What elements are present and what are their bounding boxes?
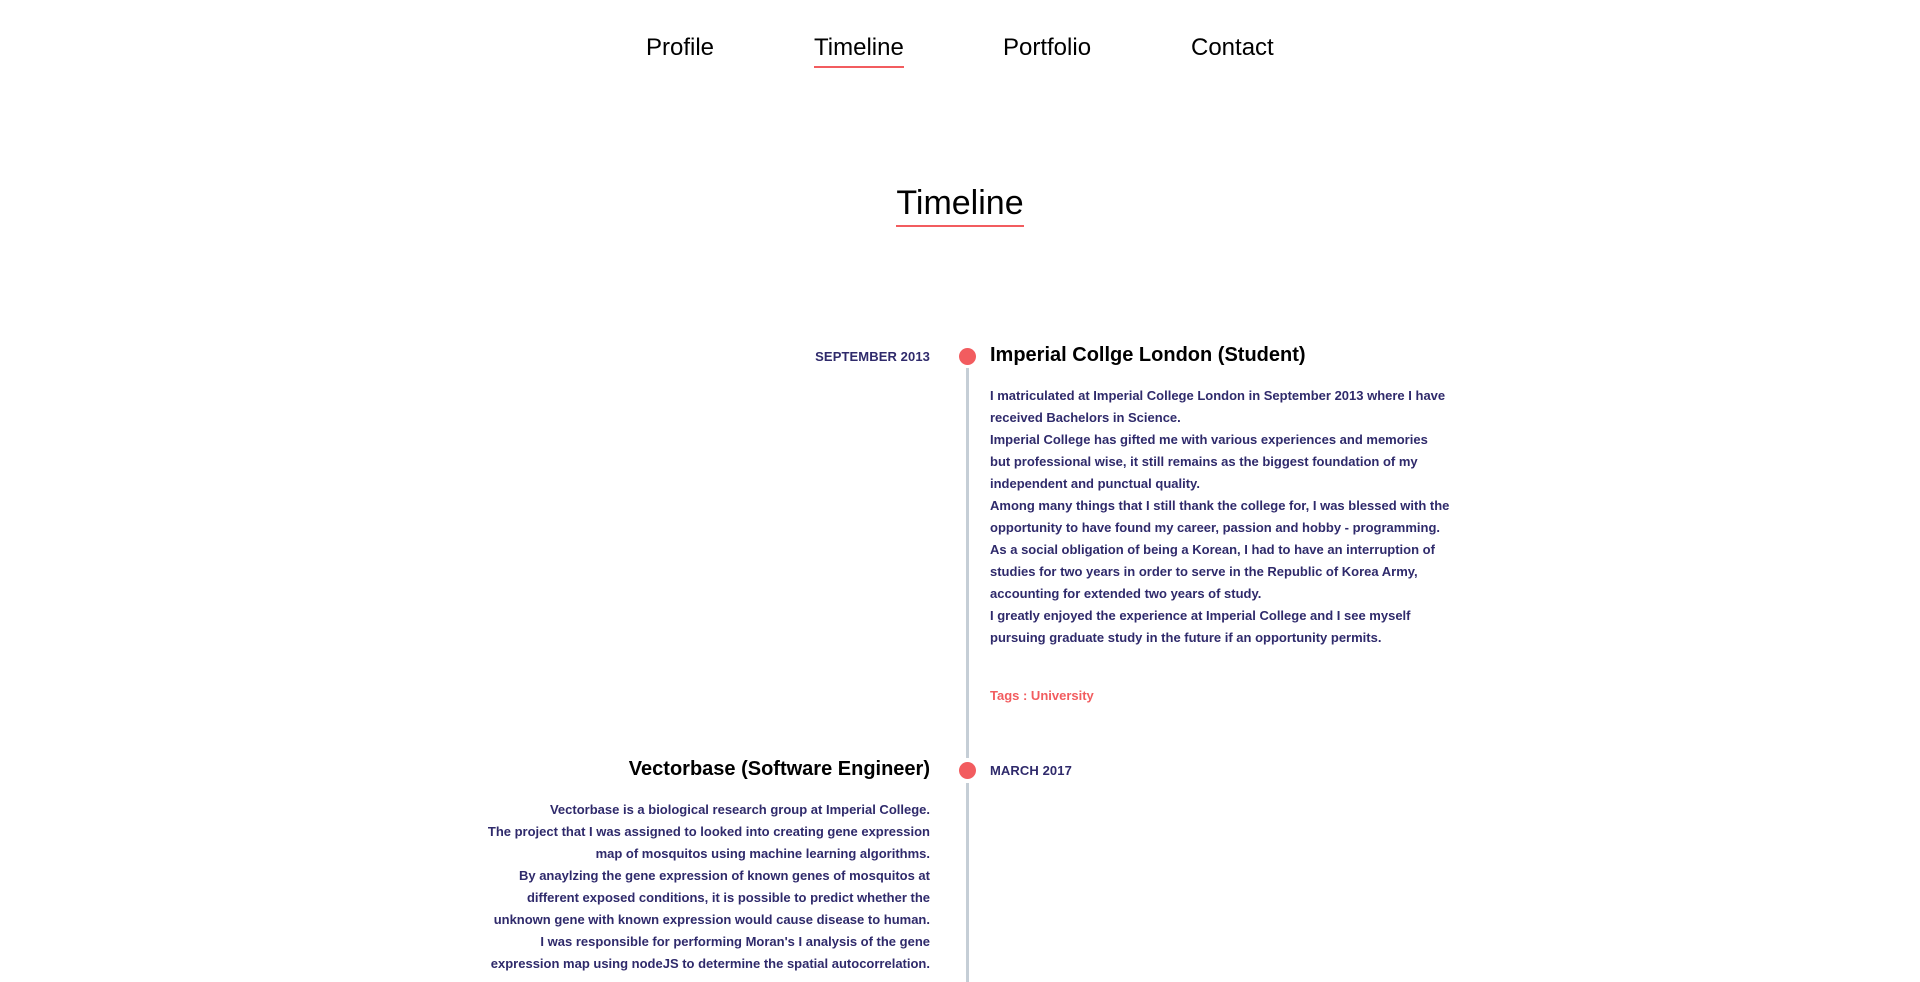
timeline-line-segment <box>966 368 969 758</box>
entry-title: Vectorbase (Software Engineer) <box>628 758 930 780</box>
timeline-line-segment <box>966 783 969 982</box>
main-nav <box>0 30 1920 70</box>
page-title: Timeline <box>896 183 1023 227</box>
entry-tags: Tags : University <box>990 688 1094 703</box>
entry-paragraph: I greatly enjoyed the experience at Imperial College and I see myself pursuing graduate study in the future if an opportunity permits. <box>990 608 1411 645</box>
entry-paragraph: I matriculated at Imperial College London in September 2013 where I have received Bachelors in Science. <box>990 388 1446 425</box>
entry-paragraph: I was responsible for performing Moran's I analysis of the gene expression map using nodeJS to determine the spatial autocorrelation. <box>490 934 930 971</box>
entry-title: Imperial Collge London (Student) <box>990 344 1306 366</box>
entry-description <box>990 385 1450 649</box>
entry-paragraph: Vectorbase is a biological research group at Imperial College. <box>549 802 930 817</box>
entry-paragraph: Imperial College has gifted me with various experiences and memories but professional wise, it still remains as the biggest foundation of my independent and punctual quality. <box>990 432 1428 491</box>
entry-paragraph: By anaylzing the gene expression of known genes of mosquitos at different exposed conditions, it is possible to predict whether the unknown gene with known expression would cause disease to human. <box>493 868 930 927</box>
entry-date: SEPTEMBER 2013 <box>815 349 930 364</box>
timeline-dot <box>959 762 976 779</box>
window-corner <box>0 976 6 982</box>
entry-paragraph: The project that I was assigned to looked into creating gene expression map of mosquitos using machine learning algorithms. <box>487 824 930 861</box>
timeline-dot <box>959 348 976 365</box>
nav-item-profile[interactable]: Profile <box>646 34 715 61</box>
page-title-wrapper <box>0 183 1920 229</box>
nav-item-portfolio[interactable]: Portfolio <box>1003 34 1092 61</box>
entry-description <box>470 799 930 975</box>
entry-paragraph: As a social obligation of being a Korean, I had to have an interruption of studies for two years in order to serve in the Republic of Korea Army, accounting for extended two years of study. <box>990 542 1435 601</box>
nav-item-contact[interactable]: Contact <box>1191 34 1274 61</box>
nav-item-timeline[interactable]: Timeline <box>814 34 904 68</box>
window-corner <box>1914 976 1920 982</box>
entry-paragraph: Among many things that I still thank the college for, I was blessed with the opportunity to have found my career, passion and hobby - programming. <box>990 498 1450 535</box>
entry-date: MARCH 2017 <box>990 763 1072 778</box>
